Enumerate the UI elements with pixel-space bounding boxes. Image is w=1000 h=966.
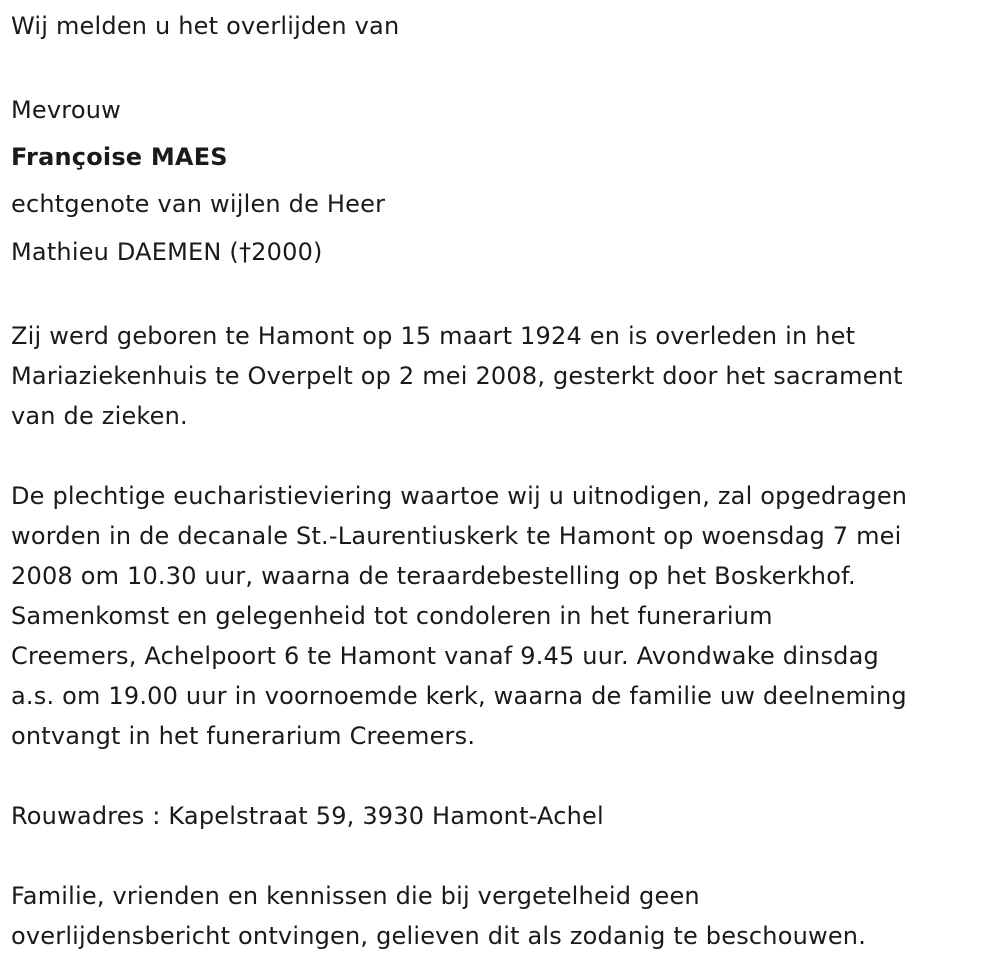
paragraph-line: worden in de decanale St.-Laurentiuskerk te Hamont op woensdag 7 mei	[11, 522, 902, 550]
paragraph-line: Samenkomst en gelegenheid tot condoleren in het funerarium	[11, 602, 773, 630]
paragraph-line: ontvangt in het funerarium Creemers.	[11, 722, 476, 750]
paragraph-line: Creemers, Achelpoort 6 te Hamont vanaf 9.45 uur. Avondwake dinsdag	[11, 642, 879, 670]
paragraph-line: Mariaziekenhuis te Overpelt op 2 mei 2008, gesterkt door het sacrament	[11, 362, 903, 390]
relation-line: echtgenote van wijlen de Heer	[11, 190, 386, 218]
paragraph-line: a.s. om 19.00 uur in voornoemde kerk, waarna de familie uw deelneming	[11, 682, 907, 710]
spacer	[11, 436, 993, 476]
death-notice	[11, 6, 993, 956]
spacer	[11, 276, 993, 316]
birth-death-paragraph	[11, 316, 993, 436]
paragraph-line: overlijdensbericht ontvingen, gelieven dit als zodanig te beschouwen.	[11, 922, 867, 950]
paragraph-line: 2008 om 10.30 uur, waarna de teraardebestelling op het Boskerkhof.	[11, 562, 856, 590]
paragraph-line: Zij werd geboren te Hamont op 15 maart 1924 en is overleden in het	[11, 322, 856, 350]
paragraph-line: Familie, vrienden en kennissen die bij vergetelheid geen	[11, 882, 700, 910]
spacer	[11, 836, 993, 876]
deceased-name: Françoise MAES	[11, 143, 228, 171]
paragraph-line: De plechtige eucharistieviering waartoe wij u uitnodigen, zal opgedragen	[11, 482, 908, 510]
spouse-name: Mathieu DAEMEN (†2000)	[11, 238, 323, 266]
ceremony-paragraph	[11, 476, 993, 756]
paragraph-line: van de zieken.	[11, 402, 188, 430]
spacer	[11, 46, 993, 86]
spacer	[11, 756, 993, 796]
intro-line: Wij melden u het overlijden van	[11, 12, 400, 40]
mourning-address: Rouwadres : Kapelstraat 59, 3930 Hamont-Achel	[11, 802, 604, 830]
closing-paragraph	[11, 876, 993, 956]
salutation: Mevrouw	[11, 96, 121, 124]
